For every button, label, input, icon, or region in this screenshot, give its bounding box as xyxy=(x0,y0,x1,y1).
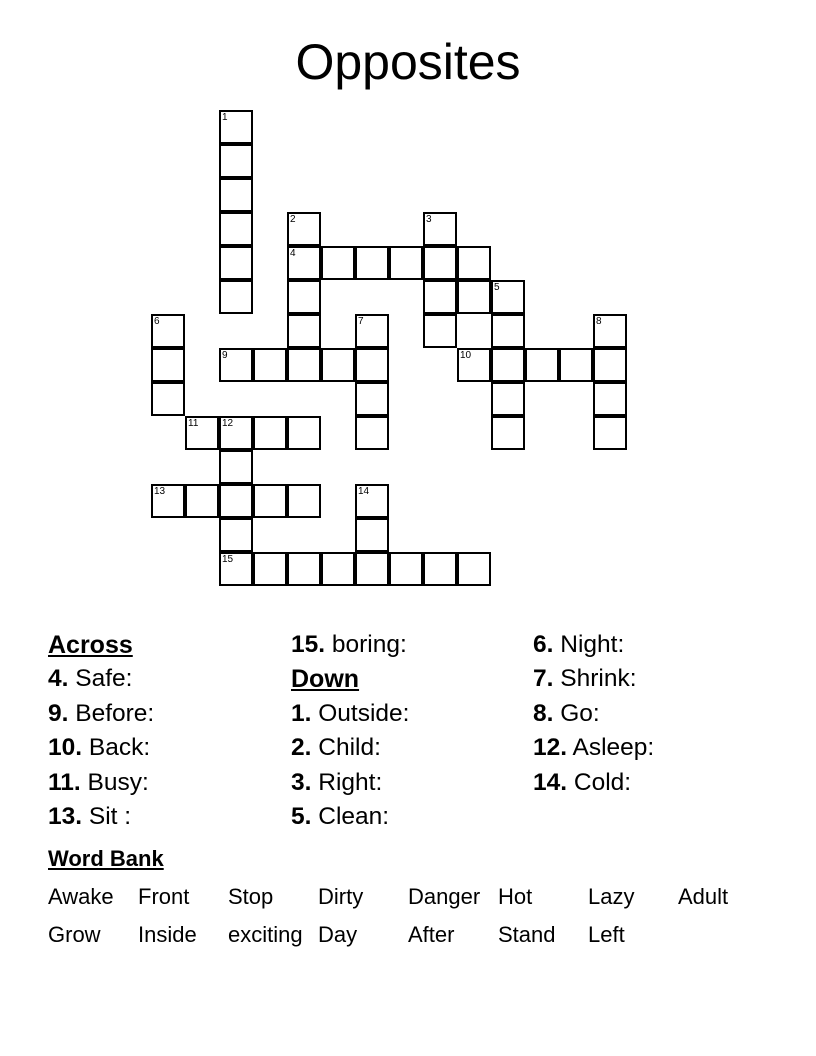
word-bank-word: Stop xyxy=(228,884,274,909)
word-bank-word: Front xyxy=(138,884,190,909)
crossword-cell[interactable] xyxy=(287,552,321,586)
crossword-cell[interactable] xyxy=(219,178,253,212)
clue-number: 10 xyxy=(460,350,472,361)
crossword-cell[interactable] xyxy=(389,552,423,586)
clue-number: 6 xyxy=(154,316,160,327)
crossword-cell[interactable] xyxy=(287,246,321,280)
clue-number-label: 13. xyxy=(48,802,83,830)
crossword-cell[interactable] xyxy=(253,416,287,450)
word-bank-word: Danger xyxy=(408,884,481,909)
clue-text: Safe: xyxy=(68,665,133,693)
crossword-cell[interactable] xyxy=(287,484,321,518)
clue-text: Asleep: xyxy=(567,734,655,762)
clue-number: 2 xyxy=(290,214,296,225)
clue-section-heading xyxy=(48,628,154,662)
crossword-cell[interactable] xyxy=(219,450,253,484)
crossword-cell[interactable] xyxy=(593,314,627,348)
crossword-cell[interactable] xyxy=(151,348,185,382)
crossword-cell[interactable] xyxy=(287,212,321,246)
clue-text: Before: xyxy=(68,699,155,727)
clue-item xyxy=(48,697,154,731)
crossword-cell[interactable] xyxy=(559,348,593,382)
crossword-cell[interactable] xyxy=(219,552,253,586)
crossword-cell[interactable] xyxy=(287,280,321,314)
clue-number-label: 1. xyxy=(291,699,312,727)
clue-number: 9 xyxy=(222,350,228,361)
clue-number-label: 2. xyxy=(291,734,312,762)
clue-text: Right: xyxy=(311,768,383,796)
word-bank-word: Day xyxy=(318,922,358,947)
crossword-cell[interactable] xyxy=(389,246,423,280)
clue-item xyxy=(291,697,410,731)
clue-text: Cold: xyxy=(567,768,632,796)
clue-text: Child: xyxy=(311,734,381,762)
crossword-cell[interactable] xyxy=(151,314,185,348)
crossword-cell[interactable] xyxy=(355,246,389,280)
clue-number-label: 12. xyxy=(533,734,568,762)
word-bank-word: Inside xyxy=(138,922,197,947)
clue-number: 12 xyxy=(222,418,234,429)
crossword-cell[interactable] xyxy=(593,382,627,416)
crossword-cell[interactable] xyxy=(287,314,321,348)
crossword-cell[interactable] xyxy=(253,348,287,382)
section-heading-text: Across xyxy=(48,631,133,659)
crossword-cell[interactable] xyxy=(321,552,355,586)
clue-number: 13 xyxy=(154,486,166,497)
crossword-cell[interactable] xyxy=(287,416,321,450)
crossword-cell[interactable] xyxy=(355,518,389,552)
clue-number: 15 xyxy=(222,554,234,565)
clue-number: 8 xyxy=(596,316,602,327)
crossword-cell[interactable] xyxy=(355,314,389,348)
crossword-cell[interactable] xyxy=(219,280,253,314)
clue-number-label: 9. xyxy=(48,699,69,727)
clue-text: Clean: xyxy=(311,802,390,830)
crossword-cell[interactable] xyxy=(355,552,389,586)
clue-text: Go: xyxy=(553,699,600,727)
crossword-cell[interactable] xyxy=(457,348,491,382)
crossword-cell[interactable] xyxy=(185,416,219,450)
clues-column-2 xyxy=(291,628,410,834)
clue-text: Sit : xyxy=(82,802,132,830)
crossword-cell[interactable] xyxy=(423,314,457,348)
crossword-cell[interactable] xyxy=(219,110,253,144)
clue-number: 11 xyxy=(188,418,199,429)
clue-item xyxy=(291,628,410,662)
crossword-cell[interactable] xyxy=(593,416,627,450)
clue-item xyxy=(291,766,410,800)
page-title: Opposites xyxy=(295,34,521,90)
clue-number-label: 4. xyxy=(48,665,69,693)
crossword-cell[interactable] xyxy=(321,246,355,280)
crossword-cell[interactable] xyxy=(253,484,287,518)
crossword-cell[interactable] xyxy=(151,382,185,416)
clue-item xyxy=(533,731,654,765)
word-bank-word: Dirty xyxy=(318,884,364,909)
word-bank-word: Hot xyxy=(498,884,533,909)
clue-number: 4 xyxy=(290,248,296,259)
clue-number-label: 8. xyxy=(533,699,554,727)
clue-item xyxy=(291,731,410,765)
crossword-cell[interactable] xyxy=(151,484,185,518)
clue-item xyxy=(48,662,154,696)
clue-number-label: 10. xyxy=(48,734,83,762)
section-heading-text: Down xyxy=(291,665,360,694)
clue-number: 7 xyxy=(358,316,364,327)
clue-number: 14 xyxy=(358,486,370,497)
clue-number-label: 6. xyxy=(533,631,554,658)
clue-item xyxy=(291,800,410,834)
clue-number-label: 5. xyxy=(291,802,312,830)
crossword-cell[interactable] xyxy=(219,484,253,518)
clue-number-label: 7. xyxy=(533,665,554,693)
clue-number-label: 14. xyxy=(533,768,568,796)
clues-column-3 xyxy=(533,628,654,800)
crossword-cell[interactable] xyxy=(219,246,253,280)
clue-number-label: 15. xyxy=(291,631,326,658)
crossword-cell[interactable] xyxy=(355,382,389,416)
clue-item xyxy=(533,766,654,800)
word-bank-word: exciting xyxy=(228,922,303,947)
word-bank-word: After xyxy=(408,922,455,947)
word-bank-word: Adult xyxy=(678,884,729,909)
clue-item xyxy=(48,731,154,765)
clue-item xyxy=(48,800,154,834)
crossword-cell[interactable] xyxy=(457,552,491,586)
clue-text: Outside: xyxy=(311,699,410,727)
clue-text: Shrink: xyxy=(553,665,637,693)
clue-item xyxy=(533,628,654,662)
clue-item xyxy=(533,662,654,696)
crossword-cell[interactable] xyxy=(491,382,525,416)
clue-item xyxy=(48,766,154,800)
crossword-cell[interactable] xyxy=(423,280,457,314)
crossword-cell[interactable] xyxy=(253,552,287,586)
clue-number: 3 xyxy=(426,214,432,225)
crossword-cell[interactable] xyxy=(457,246,491,280)
crossword-cell[interactable] xyxy=(423,552,457,586)
clue-text: boring: xyxy=(325,631,407,658)
clue-text: Busy: xyxy=(80,768,149,796)
crossword-cell[interactable] xyxy=(219,518,253,552)
crossword-cell[interactable] xyxy=(491,348,525,382)
clue-text: Back: xyxy=(82,734,151,762)
crossword-cell[interactable] xyxy=(593,348,627,382)
crossword-cell[interactable] xyxy=(525,348,559,382)
crossword-cell[interactable] xyxy=(219,212,253,246)
crossword-cell[interactable] xyxy=(355,348,389,382)
crossword-cell[interactable] xyxy=(457,280,491,314)
crossword-cell[interactable] xyxy=(355,416,389,450)
crossword-cell[interactable] xyxy=(491,280,525,314)
clue-number: 1 xyxy=(222,112,228,123)
crossword-cell[interactable] xyxy=(491,314,525,348)
clues-column-1 xyxy=(48,628,154,834)
word-bank-word: Grow xyxy=(48,922,101,947)
crossword-cell[interactable] xyxy=(423,246,457,280)
crossword-cell[interactable] xyxy=(219,144,253,178)
crossword-cell[interactable] xyxy=(423,212,457,246)
clue-item xyxy=(533,697,654,731)
clue-section-heading xyxy=(291,662,410,696)
word-bank-word: Stand xyxy=(498,922,556,947)
clue-number-label: 3. xyxy=(291,768,312,796)
clue-number: 5 xyxy=(494,282,500,293)
word-bank-word: Left xyxy=(588,922,625,947)
crossword-cell[interactable] xyxy=(321,348,355,382)
word-bank-title: Word Bank xyxy=(48,846,164,871)
crossword-cell[interactable] xyxy=(355,484,389,518)
crossword-cell[interactable] xyxy=(185,484,219,518)
crossword-cell[interactable] xyxy=(219,416,253,450)
crossword-cell[interactable] xyxy=(287,348,321,382)
word-bank-word: Awake xyxy=(48,884,114,909)
word-bank-word: Lazy xyxy=(588,884,635,909)
clue-text: Night: xyxy=(553,631,625,658)
crossword-cell[interactable] xyxy=(219,348,253,382)
crossword-cell[interactable] xyxy=(491,416,525,450)
clue-number-label: 11. xyxy=(48,768,81,796)
